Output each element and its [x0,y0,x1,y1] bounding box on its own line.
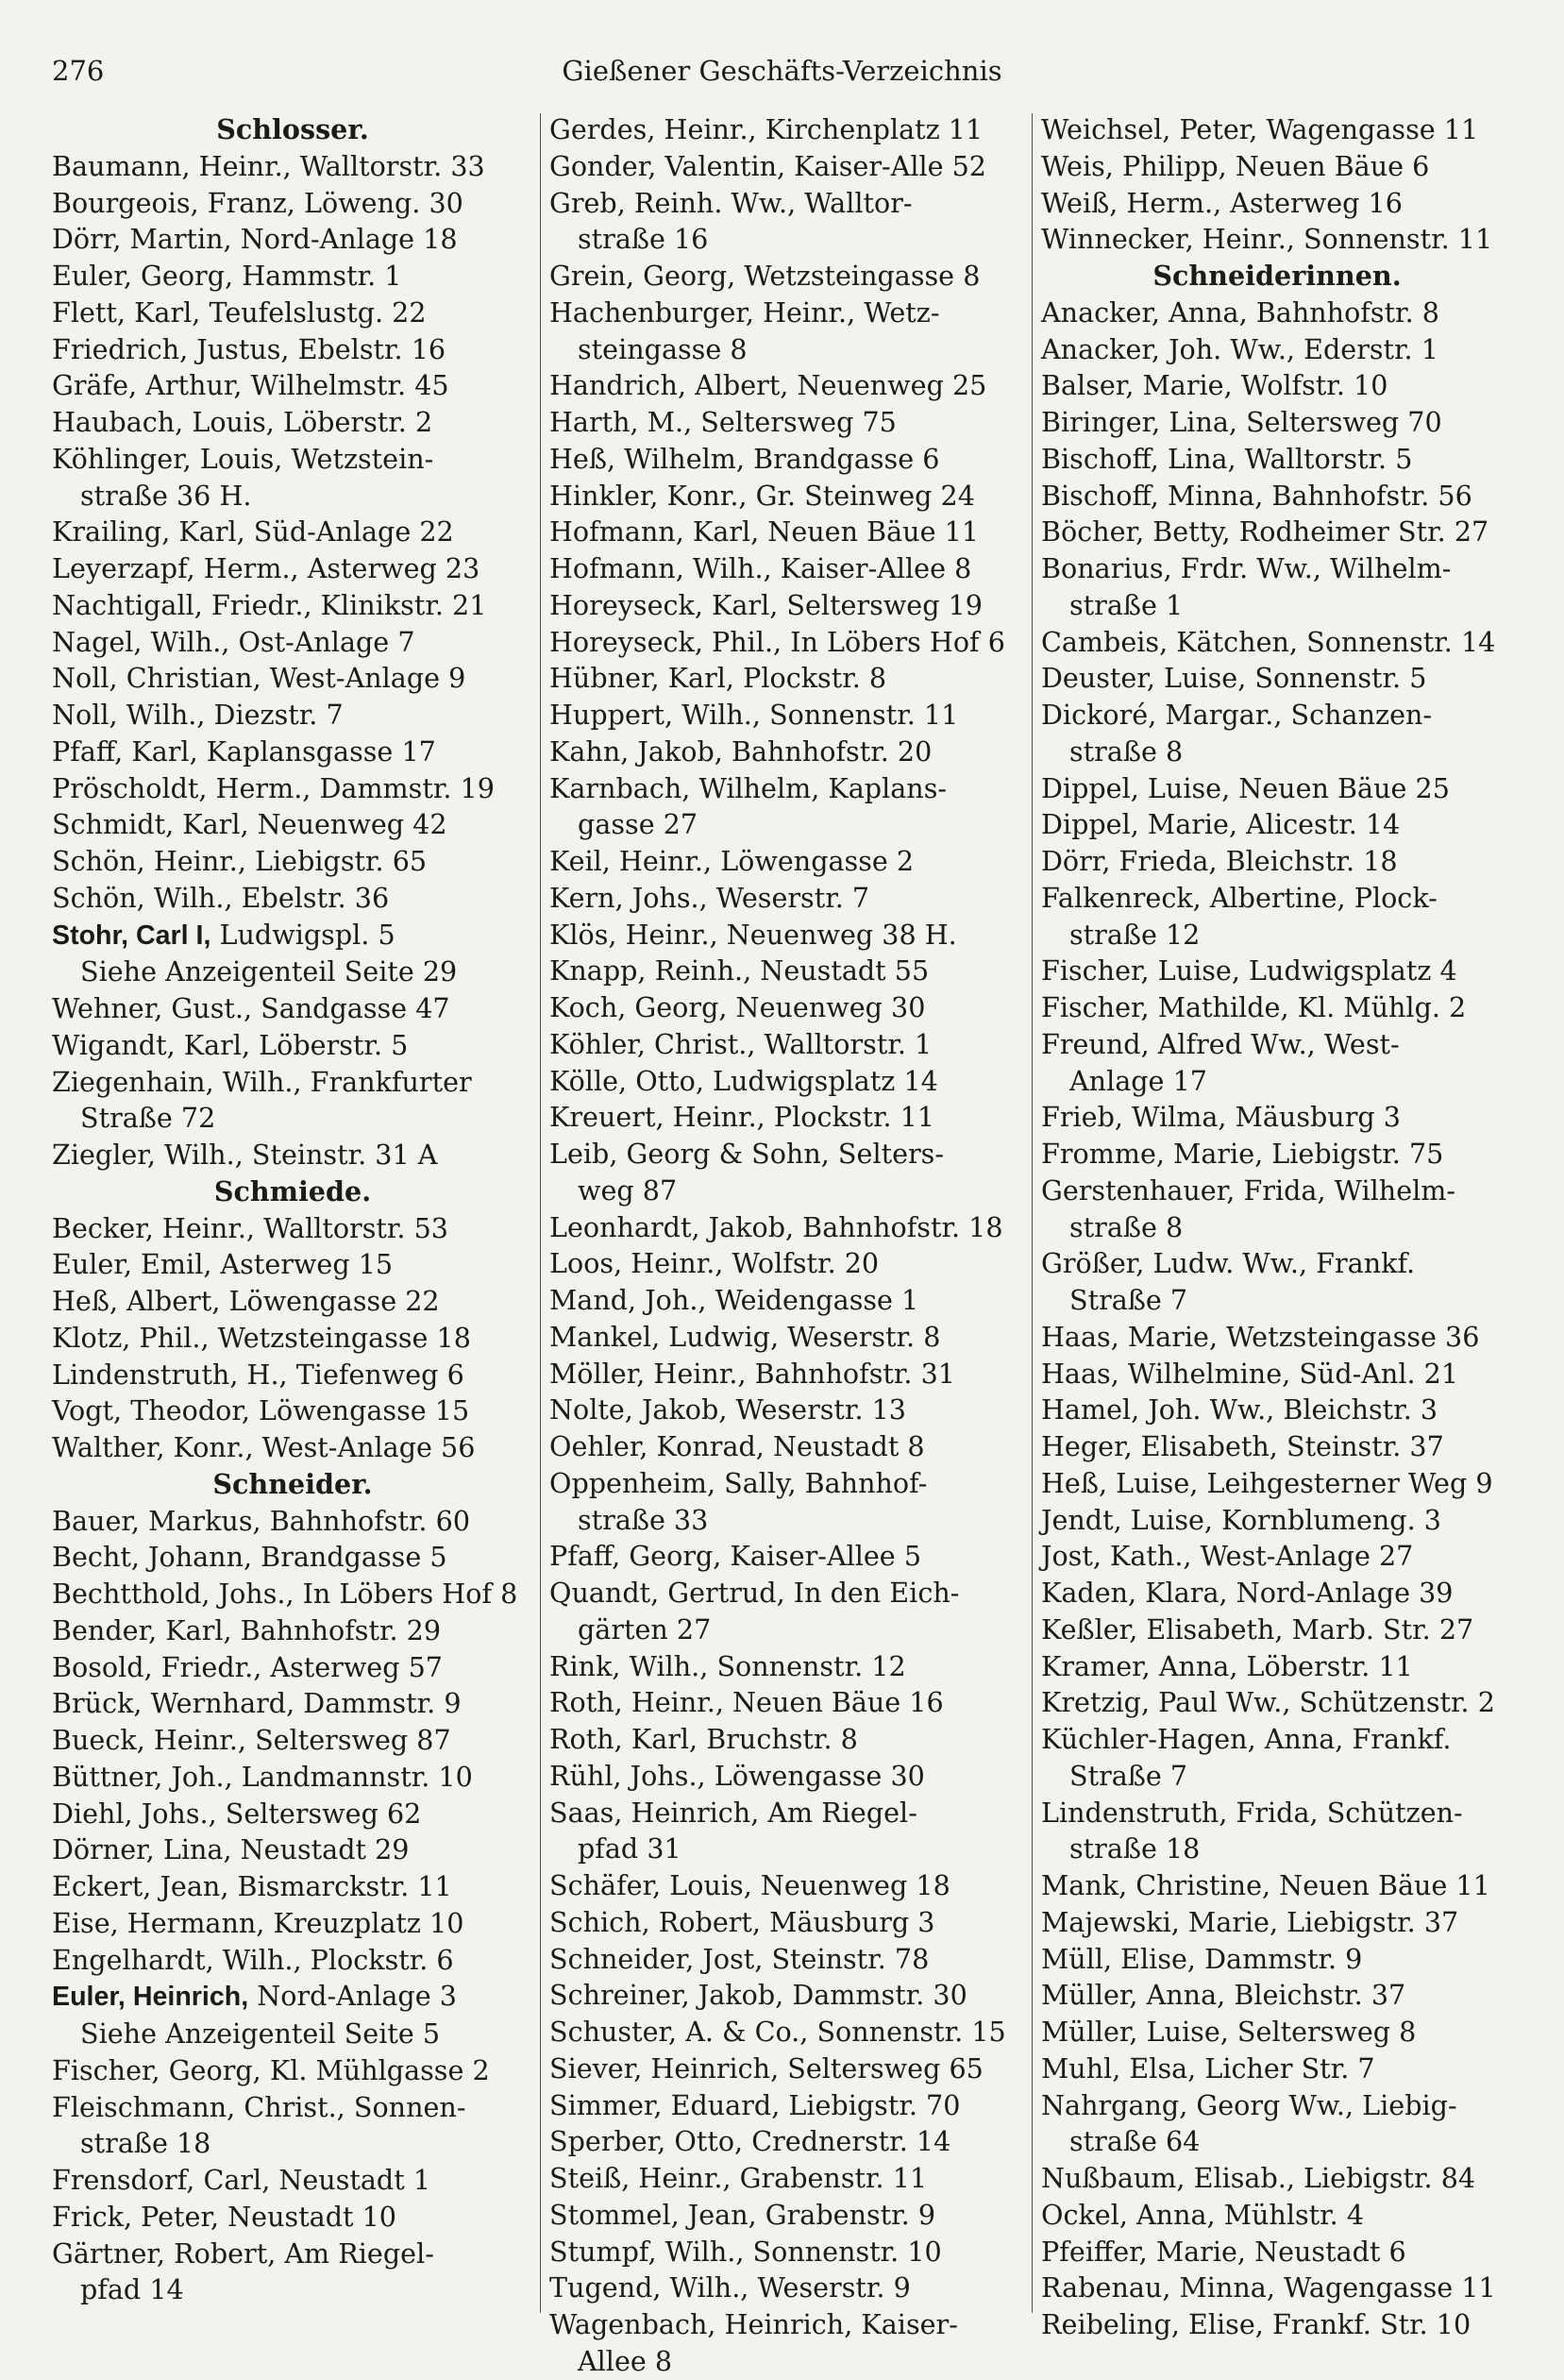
entry-continuation: straße 64 [1069,2125,1201,2158]
directory-entry: Pröscholdt, Herm., Dammstr. 19 [52,771,495,804]
directory-entry: Böcher, Betty, Rodheimer Str. 27 [1041,515,1489,549]
column-divider [1032,113,1033,2313]
directory-entry: Bischoff, Minna, Bahnhofstr. 56 [1041,479,1472,512]
directory-entry: Anacker, Joh. Ww., Ederstr. 1 [1041,332,1438,365]
directory-entry: Mand, Joh., Weidengasse 1 [549,1284,919,1316]
directory-entry: Haubach, Louis, Löberstr. 2 [52,406,433,438]
directory-entry: Pfaff, Karl, Kaplansgasse 17 [52,734,436,768]
directory-entry: Mankel, Ludwig, Weserstr. 8 [549,1320,941,1353]
section-heading: Schmiede. [213,1174,372,1207]
directory-entry: Saas, Heinrich, Am Riegel- [549,1796,917,1829]
directory-entry: Grein, Georg, Wetzsteingasse 8 [549,260,981,292]
directory-entry: Bischoff, Lina, Walltorstr. 5 [1041,442,1413,475]
directory-entry: Simmer, Eduard, Liebigstr. 70 [549,2088,961,2121]
directory-entry: Haas, Wilhelmine, Süd-Anl. 21 [1041,1357,1459,1390]
directory-entry: Balser, Marie, Wolfstr. 10 [1041,369,1388,402]
directory-entry: Schön, Wilh., Ebelstr. 36 [52,881,390,914]
directory-entry: Dörner, Lina, Neustadt 29 [52,1833,410,1866]
directory-entry: Keßler, Elisabeth, Marb. Str. 27 [1041,1612,1474,1646]
directory-entry: Kölle, Otto, Ludwigsplatz 14 [549,1064,938,1097]
directory-entry: Noll, Christian, West-Anlage 9 [52,662,466,695]
directory-entry: Schuster, A. & Co., Sonnenstr. 15 [549,2016,1006,2048]
directory-entry: Biringer, Lina, Seltersweg 70 [1041,406,1442,438]
directory-entry: Krailing, Karl, Süd-Anlage 22 [52,515,454,549]
directory-entry: Hofmann, Wilh., Kaiser-Allee 8 [549,552,972,584]
directory-entry: Schneider, Jost, Steinstr. 78 [549,1942,930,1975]
directory-entry: Friedrich, Justus, Ebelstr. 16 [52,332,446,365]
column-3 [1041,111,1513,2343]
directory-entry: Wehner, Gust., Sandgasse 47 [52,992,450,1024]
entry-continuation: Straße 7 [1069,1284,1188,1316]
directory-entry: Lindenstruth, Frida, Schützen- [1041,1796,1463,1829]
directory-entry: Gräfe, Arthur, Wilhelmstr. 45 [52,369,449,402]
entry-continuation: straße 12 [1069,918,1201,951]
directory-entry: Bourgeois, Franz, Löweng. 30 [52,186,463,219]
directory-entry: Flett, Karl, Teufelslustg. 22 [52,295,427,329]
directory-entry: Leib, Georg & Sohn, Selters- [549,1138,945,1170]
directory-entry: Kern, Johs., Weserstr. 7 [549,881,870,914]
directory-entry: Köhler, Christ., Walltorstr. 1 [549,1027,933,1060]
directory-entry: Klös, Heinr., Neuenweg 38 H. [549,918,957,951]
directory-entry: Hamel, Joh. Ww., Bleichstr. 3 [1041,1393,1438,1426]
entry-continuation: straße 36 H. [80,479,252,512]
directory-entry: Schmidt, Karl, Neuenweg 42 [52,808,447,841]
page-header [52,55,1512,93]
directory-entry: Engelhardt, Wilh., Plockstr. 6 [52,1943,454,1976]
directory-entry: Bueck, Heinr., Seltersweg 87 [52,1724,451,1756]
directory-entry: Kreuert, Heinr., Plockstr. 11 [549,1101,935,1134]
directory-entry: Bosold, Friedr., Asterweg 57 [52,1650,443,1683]
directory-entry: Freund, Alfred Ww., West- [1041,1027,1400,1060]
directory-entry: Klotz, Phil., Wetzsteingasse 18 [52,1321,471,1354]
directory-entry: Heß, Wilhelm, Brandgasse 6 [549,442,940,475]
column-1 [52,111,533,2308]
directory-entry: Eise, Hermann, Kreuzplatz 10 [52,1906,464,1939]
directory-entry: Fischer, Georg, Kl. Mühlgasse 2 [52,2053,490,2086]
directory-entry: Kahn, Jakob, Bahnhofstr. 20 [549,734,933,768]
directory-entry: Möller, Heinr., Bahnhofstr. 31 [549,1357,955,1390]
directory-entry: Müll, Elise, Dammstr. 9 [1041,1942,1363,1975]
directory-entry: Majewski, Marie, Liebigstr. 37 [1041,1905,1459,1938]
column-divider [540,113,541,2313]
entry-continuation: pfad 31 [578,1832,681,1865]
directory-entry: Gonder, Valentin, Kaiser-Alle 52 [549,149,986,182]
directory-entry: Leyerzapf, Herm., Asterweg 23 [52,552,480,584]
directory-entry: Jost, Kath., West-Anlage 27 [1041,1540,1414,1573]
directory-entry: Walther, Konr., West-Anlage 56 [52,1431,476,1463]
directory-entry: Müller, Luise, Seltersweg 8 [1041,2016,1417,2048]
directory-entry: Dörr, Martin, Nord-Anlage 18 [52,223,458,256]
directory-entry: Falkenreck, Albertine, Plock- [1041,881,1438,914]
directory-entry: Horeyseck, Phil., In Löbers Hof 6 [549,625,1005,658]
directory-entry: Loos, Heinr., Wolfstr. 20 [549,1247,880,1280]
directory-entry: Büttner, Joh., Landmannstr. 10 [52,1760,473,1793]
directory-entry: Cambeis, Kätchen, Sonnenstr. 14 [1041,625,1496,658]
directory-entry: Weichsel, Peter, Wagengasse 11 [1041,113,1479,145]
directory-entry: Dörr, Frieda, Bleichstr. 18 [1041,845,1398,877]
directory-entry: Gerstenhauer, Frida, Wilhelm- [1041,1173,1456,1207]
directory-entry: Rühl, Johs., Löwengasse 30 [549,1759,925,1792]
directory-entry: Hachenburger, Heinr., Wetz- [549,295,940,329]
directory-entry: Jendt, Luise, Kornblumeng. 3 [1041,1503,1441,1536]
directory-entry: Frensdorf, Carl, Neustadt 1 [52,2164,431,2196]
directory-entry: Fleischmann, Christ., Sonnen- [52,2090,466,2123]
directory-entry: Muhl, Elsa, Licher Str. 7 [1041,2051,1375,2085]
directory-entry: Nolte, Jakob, Weserstr. 13 [549,1393,907,1426]
directory-entry: Schäfer, Louis, Neuenweg 18 [549,1869,950,1901]
directory-entry: Karnbach, Wilhelm, Kaplans- [549,771,948,804]
entry-continuation: weg 87 [578,1173,678,1207]
directory-entry: Reibeling, Elise, Frankf. Str. 10 [1041,2308,1472,2340]
directory-entry: Anacker, Anna, Bahnhofstr. 8 [1041,295,1439,329]
directory-entry: Stumpf, Wilh., Sonnenstr. 10 [549,2235,942,2268]
directory-entry: Küchler-Hagen, Anna, Frankf. [1041,1723,1452,1755]
directory-entry: Hofmann, Karl, Neuen Bäue 11 [549,515,979,549]
directory-entry: Sperber, Otto, Crednerstr. 14 [549,2125,951,2158]
directory-entry: Schreiner, Jakob, Dammstr. 30 [549,1979,967,2012]
directory-entry: Bauer, Markus, Bahnhofstr. 60 [52,1504,471,1537]
directory-entry: Frick, Peter, Neustadt 10 [52,2200,397,2233]
column-2 [549,111,1021,2380]
page-number: 276 [52,55,105,87]
directory-entry: Fromme, Marie, Liebigstr. 75 [1041,1138,1444,1170]
running-title: Gießener Geschäfts-Verzeichnis [562,55,1002,87]
directory-entry: Horeyseck, Karl, Seltersweg 19 [549,588,983,621]
directory-entry: Oehler, Konrad, Neustadt 8 [549,1430,925,1462]
entry-continuation: straße 8 [1069,1210,1184,1243]
directory-entry: Bender, Karl, Bahnhofstr. 29 [52,1613,442,1646]
directory-entry: Größer, Ludw. Ww., Frankf. [1041,1247,1416,1280]
directory-entry: Weis, Philipp, Neuen Bäue 6 [1041,149,1430,182]
directory-entry: Gärtner, Robert, Am Riegel- [52,2237,434,2270]
directory-entry: Lindenstruth, H., Tiefenweg 6 [52,1358,464,1391]
directory-entry: Quandt, Gertrud, In den Eich- [549,1577,960,1609]
entry-address: Ludwigspl. 5 [210,918,395,951]
directory-entry: Kretzig, Paul Ww., Schützenstr. 2 [1041,1686,1495,1719]
directory-entry: Rink, Wilh., Sonnenstr. 12 [549,1649,906,1682]
directory-entry: Heger, Elisabeth, Steinstr. 37 [1041,1430,1444,1462]
entry-continuation: straße 8 [1069,734,1184,768]
directory-entry: Kramer, Anna, Löberstr. 11 [1041,1649,1413,1682]
directory-entry: Becker, Heinr., Walltorstr. 53 [52,1211,448,1244]
directory-entry: Keil, Heinr., Löwengasse 2 [549,845,915,877]
directory-entry: Gerdes, Heinr., Kirchenplatz 11 [549,113,984,145]
entry-continuation: gärten 27 [578,1612,712,1646]
directory-entry: Euler, Emil, Asterweg 15 [52,1248,394,1281]
directory-entry: Nachtigall, Friedr., Klinikstr. 21 [52,588,487,621]
entry-continuation: Siehe Anzeigenteil Seite 5 [80,2017,441,2050]
entry-continuation: straße 16 [578,223,709,256]
section-heading: Schlosser. [216,113,369,145]
entry-continuation: Straße 72 [80,1102,216,1135]
directory-entry: Schich, Robert, Mäusburg 3 [549,1905,935,1938]
directory-entry: Pfaff, Georg, Kaiser-Allee 5 [549,1540,922,1573]
directory-entry: Ockel, Anna, Mühlstr. 4 [1041,2198,1365,2231]
directory-entry: Stommel, Jean, Grabenstr. 9 [549,2198,936,2231]
directory-entry: Rabenau, Minna, Wagengasse 11 [1041,2271,1496,2304]
directory-entry: Huppert, Wilh., Sonnenstr. 11 [549,699,959,731]
directory-entry: Heß, Luise, Leihgesterner Weg 9 [1041,1466,1493,1499]
directory-entry-highlighted [52,1978,533,2016]
entry-continuation: Straße 7 [1069,1759,1188,1792]
directory-entry: Deuster, Luise, Sonnenstr. 5 [1041,662,1427,695]
directory-entry: Frieb, Wilma, Mäusburg 3 [1041,1101,1401,1134]
directory-entry: Haas, Marie, Wetzsteingasse 36 [1041,1320,1480,1353]
directory-entry: Ziegler, Wilh., Steinstr. 31 A [52,1139,438,1171]
directory-entry: Becht, Johann, Brandgasse 5 [52,1541,447,1574]
directory-entry: Kaden, Klara, Nord-Anlage 39 [1041,1577,1454,1609]
entry-continuation: gasse 27 [578,808,698,841]
directory-entry: Harth, M., Seltersweg 75 [549,406,897,438]
directory-entry: Pfeiffer, Marie, Neustadt 6 [1041,2235,1406,2268]
directory-entry: Euler, Georg, Hammstr. 1 [52,260,402,292]
directory-entry-highlighted [52,917,533,954]
directory-entry: Diehl, Johs., Seltersweg 62 [52,1797,422,1830]
directory-entry: Leonhardt, Jakob, Bahnhofstr. 18 [549,1210,1003,1243]
directory-entry: Ziegenhain, Wilh., Frankfurter [52,1065,472,1098]
directory-entry: Tugend, Wilh., Weserstr. 9 [549,2271,911,2304]
directory-entry: Weiß, Herm., Asterweg 16 [1041,186,1403,219]
entry-continuation: Anlage 17 [1069,1064,1207,1097]
directory-entry: Baumann, Heinr., Walltorstr. 33 [52,149,485,182]
directory-entry: Mank, Christine, Neuen Bäue 11 [1041,1869,1490,1901]
directory-entry: Nagel, Wilh., Ost-Anlage 7 [52,625,415,658]
entry-continuation: straße 1 [1069,588,1184,621]
entry-continuation: steingasse 8 [578,332,748,365]
directory-entry: Koch, Georg, Neuenweg 30 [549,991,926,1023]
directory-entry: Hinkler, Konr., Gr. Steinweg 24 [549,479,975,512]
entry-name: Euler, Heinrich, [52,1982,249,2013]
directory-entry: Nußbaum, Elisab., Liebigstr. 84 [1041,2162,1476,2194]
entry-continuation: Siehe Anzeigenteil Seite 29 [80,955,458,988]
directory-entry: Siever, Heinrich, Seltersweg 65 [549,2051,984,2085]
directory-entry: Fischer, Luise, Ludwigsplatz 4 [1041,954,1457,987]
entry-continuation: straße 18 [80,2127,211,2160]
entry-address: Nord-Anlage 3 [248,1980,457,2013]
directory-entry: Roth, Karl, Bruchstr. 8 [549,1723,858,1755]
section-heading: Schneider. [212,1467,373,1500]
directory-entry: Oppenheim, Sally, Bahnhof- [549,1466,928,1499]
directory-entry: Nahrgang, Georg Ww., Liebig- [1041,2088,1457,2121]
directory-entry: Winnecker, Heinr., Sonnenstr. 11 [1041,223,1493,256]
directory-entry: Wigandt, Karl, Löberstr. 5 [52,1028,409,1061]
directory-entry: Eckert, Jean, Bismarckstr. 11 [52,1870,452,1902]
directory-entry: Dippel, Marie, Alicestr. 14 [1041,808,1401,841]
directory-entry: Schön, Heinr., Liebigstr. 65 [52,845,428,877]
directory-entry: Knapp, Reinh., Neustadt 55 [549,954,930,987]
entry-name: Stohr, Carl I, [52,920,211,951]
section-heading: Schneiderinnen. [1152,260,1402,292]
directory-entry: Noll, Wilh., Diezstr. 7 [52,699,344,731]
directory-entry: Heß, Albert, Löwengasse 22 [52,1285,440,1317]
directory-entry: Wagenbach, Heinrich, Kaiser- [549,2308,958,2340]
directory-entry: Vogt, Theodor, Löwengasse 15 [52,1394,470,1427]
directory-entry: Bonarius, Frdr. Ww., Wilhelm- [1041,552,1452,584]
entry-continuation: straße 33 [578,1503,709,1536]
directory-entry: Steiß, Heinr., Grabenstr. 11 [549,2162,928,2194]
directory-entry: Roth, Heinr., Neuen Bäue 16 [549,1686,944,1719]
entry-continuation: Allee 8 [578,2344,673,2377]
directory-entry: Bechtthold, Johs., In Löbers Hof 8 [52,1578,518,1610]
directory-entry: Dippel, Luise, Neuen Bäue 25 [1041,771,1450,804]
directory-entry: Handrich, Albert, Neuenweg 25 [549,369,987,402]
directory-entry: Brück, Wernhard, Dammstr. 9 [52,1687,462,1720]
entry-continuation: straße 18 [1069,1832,1201,1865]
directory-entry: Fischer, Mathilde, Kl. Mühlg. 2 [1041,991,1467,1023]
directory-entry: Hübner, Karl, Plockstr. 8 [549,662,887,695]
directory-entry: Köhlinger, Louis, Wetzstein- [52,442,434,475]
directory-entry: Dickoré, Margar., Schanzen- [1041,699,1433,731]
directory-entry: Greb, Reinh. Ww., Walltor- [549,186,913,219]
entry-continuation: pfad 14 [80,2273,184,2306]
directory-entry: Müller, Anna, Bleichstr. 37 [1041,1979,1406,2012]
